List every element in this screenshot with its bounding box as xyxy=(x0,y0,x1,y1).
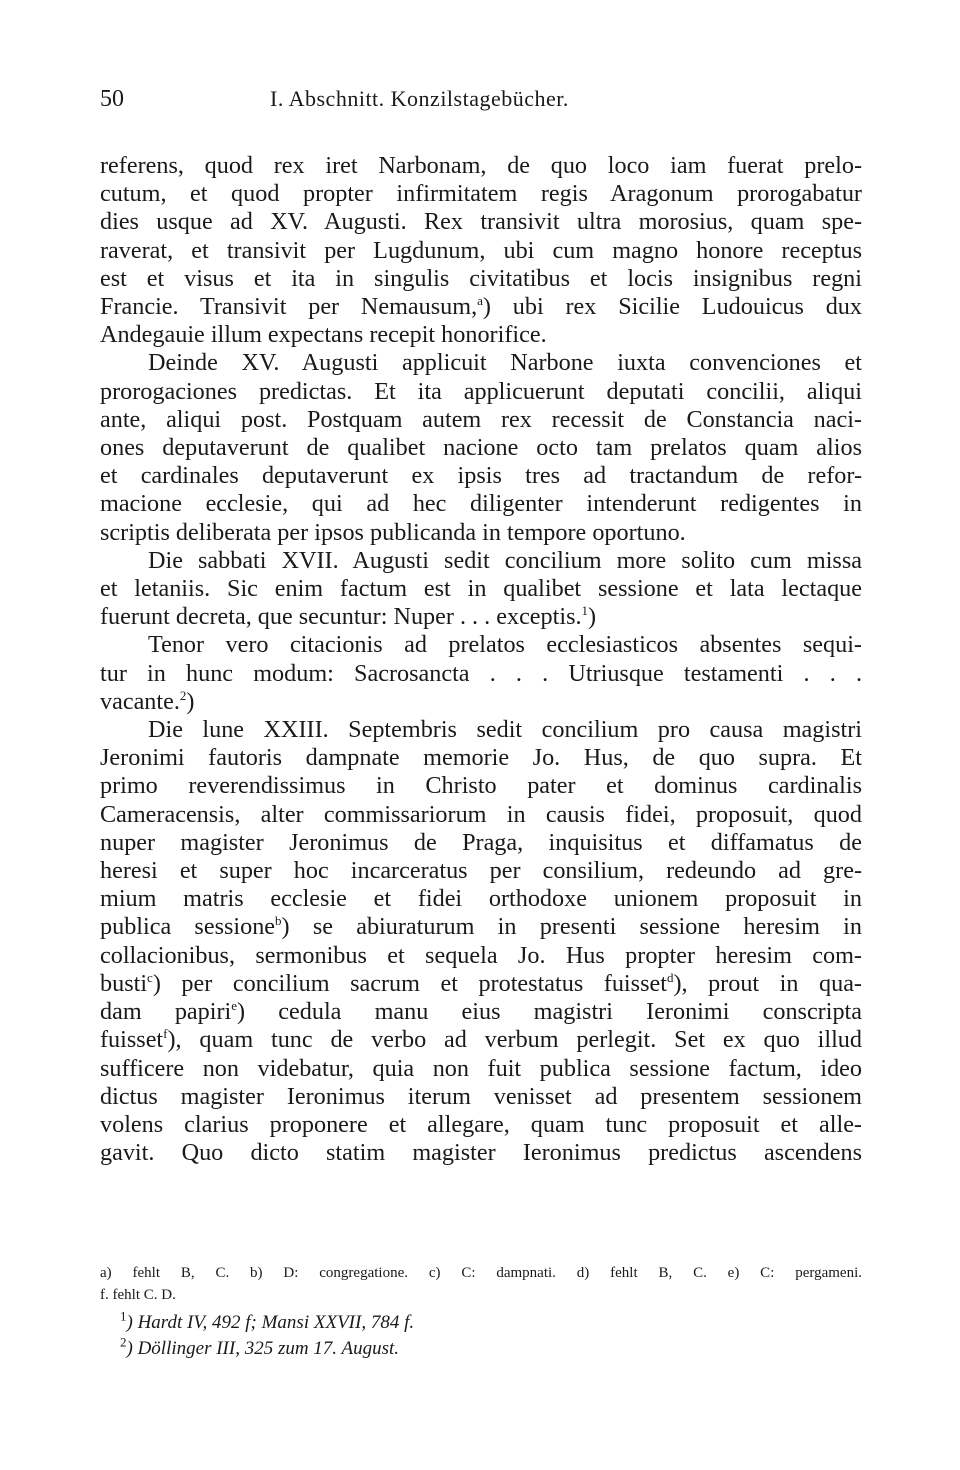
line-text: prorogaciones predictas. Et ita applicuerunt deputati concilii, aliqui xyxy=(100,377,862,405)
text-line xyxy=(100,349,862,377)
line-text: dies usque ad XV. Augusti. Rex transivit ultra morosius, quam spe- xyxy=(100,208,862,236)
running-header xyxy=(100,86,862,126)
line-text: ), quam tunc de verbo ad verbum perlegit. Set ex quo illud xyxy=(167,1026,862,1054)
line-text: ) per concilium sacrum et protestatus fuisset xyxy=(152,969,667,997)
text-line xyxy=(100,744,862,772)
line-text: sufficere non videbatur, quia non fuit publica sessione factum, ideo xyxy=(100,1054,862,1082)
text-line xyxy=(100,265,862,293)
line-text: ) ubi rex Sicilie Ludouicus dux xyxy=(482,293,862,321)
line-text: dictus magister Ieronimus iterum venisset ad presentem sessionem xyxy=(100,1082,862,1110)
line-text: ante, aliqui post. Postquam autem rex recessit de Constancia naci- xyxy=(100,405,862,433)
line-text: Cameracensis, alter commissariorum in causis fidei, proposuit, quod xyxy=(100,800,862,828)
text-line xyxy=(100,406,862,434)
line-text: tur in hunc modum: Sacrosancta . . . Utriusque testamenti . . . xyxy=(100,659,862,687)
text-line xyxy=(100,857,862,885)
text-line xyxy=(100,575,862,603)
text-line xyxy=(100,631,862,659)
line-text: Die sabbati XVII. Augusti sedit concilium more solito cum missa xyxy=(148,546,862,574)
line-text: scriptis deliberata per ipsos publicanda in tempore oportuno. xyxy=(100,518,686,546)
text-line xyxy=(100,180,862,208)
line-text: publica sessione xyxy=(100,913,276,941)
line-text: Tenor vero citacionis ad prelatos ecclesiasticos absentes sequi- xyxy=(148,631,862,659)
text-line xyxy=(100,1055,862,1083)
line-text: referens, quod rex iret Narbonam, de quo loco iam fuerat prelo- xyxy=(100,152,862,179)
line-text: Deinde XV. Augusti applicuit Narbone iuxta convenciones et xyxy=(148,349,862,377)
text-line xyxy=(100,208,862,236)
line-text: cutum, et quod propter infirmitatem regis Aragonum prorogabatur xyxy=(100,180,862,208)
text-line xyxy=(100,716,862,744)
note-marker: 1 xyxy=(581,603,589,619)
line-text: collacionibus, sermonibus et sequela Jo. Hus propter heresim com- xyxy=(100,941,862,969)
line-text: Jeronimi fautoris dampnate memorie Jo. Hus, de quo supra. Et xyxy=(100,744,862,772)
footnote-text: ) Döllinger III, 325 zum 17. August. xyxy=(126,1338,399,1359)
line-text: volens clarius proponere et allegare, quam tunc proposuit et alle- xyxy=(100,1110,862,1138)
line-text: gavit. Quo dicto statim magister Ieronimus predictus ascendens xyxy=(100,1139,862,1167)
line-text: ) cedula manu eius magistri Ieronimi conscripta xyxy=(237,998,863,1026)
line-text: vacante. xyxy=(100,687,180,715)
text-line xyxy=(100,1111,862,1139)
page xyxy=(100,86,862,1167)
apparatus-line: a) fehlt B, C. b) D: congregatione. c) C: dampnati. d) fehlt B, C. e) C: pergameni. xyxy=(100,1265,862,1281)
line-text: est et visus et ita in singulis civitatibus et locis insignibus regni xyxy=(100,264,862,292)
text-line xyxy=(100,462,862,490)
text-line xyxy=(100,434,862,462)
footnote-text: ) Hardt IV, 492 f; Mansi XXVII, 784 f. xyxy=(126,1312,415,1333)
footnotes xyxy=(100,1310,862,1362)
line-text: primo reverendissimus in Christo pater et dominus cardinalis xyxy=(100,772,862,800)
main-text xyxy=(100,152,862,1167)
text-line xyxy=(100,1083,862,1111)
text-line xyxy=(100,772,862,800)
note-marker: f xyxy=(163,1026,168,1042)
page-number: 50 xyxy=(100,86,124,112)
note-marker: d xyxy=(666,969,674,985)
text-line xyxy=(100,1026,862,1054)
text-line xyxy=(100,321,862,349)
text-line xyxy=(100,490,862,518)
line-text: mium matris ecclesie et fidei orthodoxe unionem proposuit in xyxy=(100,885,862,913)
text-line xyxy=(100,519,862,547)
text-line xyxy=(100,237,862,265)
text-line xyxy=(100,660,862,688)
critical-apparatus xyxy=(100,1262,862,1306)
line-text: ), prout in qua- xyxy=(673,969,862,997)
line-text: et letaniis. Sic enim factum est in qualibet sessione et lata lectaque xyxy=(100,575,862,603)
line-text: heresi et super hoc incarceratus per consilium, redeundo ad gre- xyxy=(100,857,862,885)
line-text: et cardinales deputaverunt ex ipsis tres ad tractandum de refor- xyxy=(100,462,862,490)
line-text: ) xyxy=(588,603,597,631)
note-marker: 2 xyxy=(179,687,187,703)
footnote-number: 2 xyxy=(120,1334,127,1350)
line-text: ones deputaverunt de qualibet nacione octo tam prelatos quam alios xyxy=(100,434,862,462)
text-line xyxy=(100,998,862,1026)
line-text: Andegauie illum expectans recepit honorifice. xyxy=(100,321,547,349)
line-text: raverat, et transivit per Lugdunum, ubi cum magno honore receptus xyxy=(100,236,862,264)
line-text: Francie. Transivit per Nemausum, xyxy=(100,293,478,321)
text-line xyxy=(100,970,862,998)
line-text: fuisset xyxy=(100,1026,164,1054)
note-marker: b xyxy=(275,913,282,929)
footnote xyxy=(100,1336,862,1362)
text-line xyxy=(100,913,862,941)
text-line xyxy=(100,293,862,321)
note-marker: a xyxy=(477,292,483,308)
line-text: dam papiri xyxy=(100,998,232,1026)
text-line xyxy=(100,801,862,829)
text-line xyxy=(100,603,862,631)
running-title: I. Abschnitt. Konzilstagebücher. xyxy=(270,86,569,111)
text-line xyxy=(100,547,862,575)
text-line xyxy=(100,942,862,970)
text-line xyxy=(100,885,862,913)
text-line xyxy=(100,688,862,716)
text-line xyxy=(100,152,862,180)
footnotes-area xyxy=(100,1262,862,1362)
line-text: macione ecclesie, qui ad hec diligenter intenderunt redigentes in xyxy=(100,490,862,518)
note-marker: c xyxy=(147,969,153,985)
text-line xyxy=(100,378,862,406)
line-text: ) xyxy=(186,687,195,715)
line-text: fuerunt decreta, que secuntur: Nuper . . . exceptis. xyxy=(100,603,582,631)
footnote-number: 1 xyxy=(120,1308,127,1324)
line-text: ) se abiuraturum in presenti sessione heresim in xyxy=(281,913,862,941)
text-line xyxy=(100,1139,862,1167)
footnote xyxy=(100,1310,862,1336)
apparatus-line: f. fehlt C. D. xyxy=(100,1287,176,1303)
note-marker: e xyxy=(231,998,238,1014)
text-line xyxy=(100,829,862,857)
line-text: busti xyxy=(100,969,148,997)
line-text: nuper magister Jeronimus de Praga, inquisitus et diffamatus de xyxy=(100,828,862,856)
line-text: Die lune XXIII. Septembris sedit concilium pro causa magistri xyxy=(148,716,862,744)
